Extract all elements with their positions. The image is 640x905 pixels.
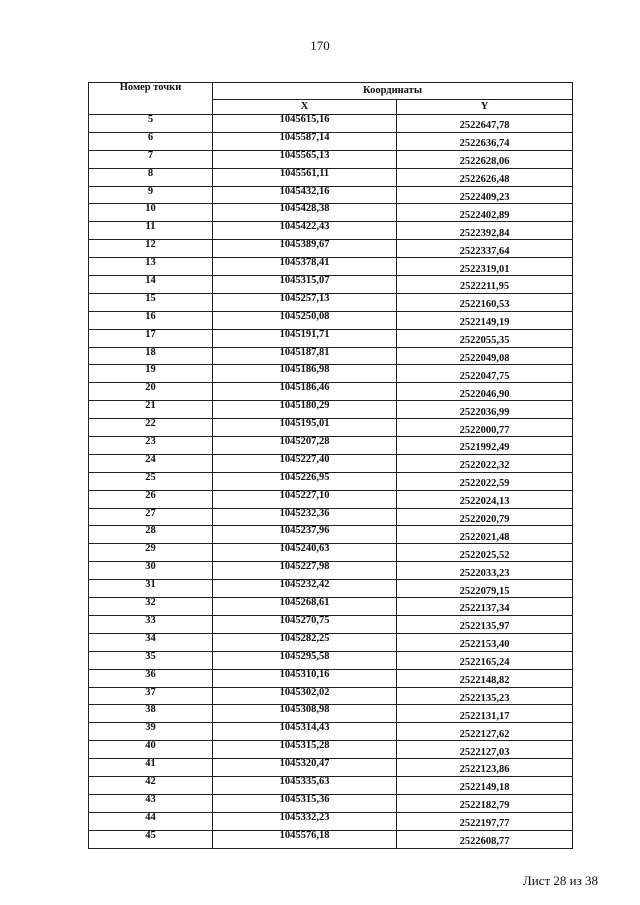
x-coordinate-cell: 1045195,01 (213, 419, 397, 437)
table-row (89, 633, 573, 651)
point-number-cell: 18 (89, 347, 213, 365)
x-coordinate-cell: 1045615,16 (213, 115, 397, 133)
table-row (89, 168, 573, 186)
table-row (89, 276, 573, 294)
table-row (89, 293, 573, 311)
x-coordinate-cell: 1045332,23 (213, 812, 397, 830)
x-coordinate-cell: 1045232,42 (213, 580, 397, 598)
y-coordinate-cell: 2522036,99 (397, 401, 573, 419)
y-coordinate-cell: 2522123,86 (397, 759, 573, 777)
point-number-cell: 29 (89, 544, 213, 562)
point-number-cell: 36 (89, 669, 213, 687)
x-coordinate-cell: 1045240,63 (213, 544, 397, 562)
x-coordinate-cell: 1045314,43 (213, 723, 397, 741)
point-number-cell: 21 (89, 401, 213, 419)
y-coordinate-cell: 2522021,48 (397, 526, 573, 544)
point-number-cell: 44 (89, 812, 213, 830)
table-row (89, 651, 573, 669)
x-coordinate-cell: 1045207,28 (213, 437, 397, 455)
y-coordinate-cell: 2522137,34 (397, 598, 573, 616)
table-row (89, 794, 573, 812)
table-row (89, 741, 573, 759)
table-header (89, 83, 573, 115)
y-coordinate-cell: 2522127,03 (397, 741, 573, 759)
y-coordinate-cell: 2522337,64 (397, 240, 573, 258)
x-coordinate-cell: 1045282,25 (213, 633, 397, 651)
table-row (89, 687, 573, 705)
table-row (89, 759, 573, 777)
header-point-number: Номер точки (89, 83, 213, 115)
table-row (89, 365, 573, 383)
table-row (89, 705, 573, 723)
x-coordinate-cell: 1045227,40 (213, 454, 397, 472)
point-number-cell: 30 (89, 562, 213, 580)
y-coordinate-cell: 2522025,52 (397, 544, 573, 562)
y-coordinate-cell: 2522165,24 (397, 651, 573, 669)
y-coordinate-cell: 2522636,74 (397, 132, 573, 150)
x-coordinate-cell: 1045308,98 (213, 705, 397, 723)
point-number-cell: 10 (89, 204, 213, 222)
point-number-cell: 35 (89, 651, 213, 669)
point-number-cell: 19 (89, 365, 213, 383)
y-coordinate-cell: 2522626,48 (397, 168, 573, 186)
x-coordinate-cell: 1045378,41 (213, 258, 397, 276)
x-coordinate-cell: 1045576,18 (213, 830, 397, 848)
y-coordinate-cell: 2522211,95 (397, 276, 573, 294)
table-row (89, 401, 573, 419)
point-number-cell: 42 (89, 776, 213, 794)
x-coordinate-cell: 1045320,47 (213, 759, 397, 777)
point-number-cell: 34 (89, 633, 213, 651)
point-number-cell: 12 (89, 240, 213, 258)
table-row (89, 454, 573, 472)
header-row-top (89, 83, 573, 100)
table-row (89, 437, 573, 455)
y-coordinate-cell: 2522049,08 (397, 347, 573, 365)
x-coordinate-cell: 1045180,29 (213, 401, 397, 419)
y-coordinate-cell: 2522392,84 (397, 222, 573, 240)
y-coordinate-cell: 2522319,01 (397, 258, 573, 276)
table-row (89, 598, 573, 616)
y-coordinate-cell: 2522608,77 (397, 830, 573, 848)
y-coordinate-cell: 2522149,19 (397, 311, 573, 329)
x-coordinate-cell: 1045561,11 (213, 168, 397, 186)
y-coordinate-cell: 2522135,23 (397, 687, 573, 705)
point-number-cell: 22 (89, 419, 213, 437)
x-coordinate-cell: 1045295,58 (213, 651, 397, 669)
point-number-cell: 11 (89, 222, 213, 240)
point-number-cell: 13 (89, 258, 213, 276)
table-row (89, 132, 573, 150)
y-coordinate-cell: 2522022,32 (397, 454, 573, 472)
point-number-cell: 5 (89, 115, 213, 133)
x-coordinate-cell: 1045227,10 (213, 490, 397, 508)
point-number-cell: 20 (89, 383, 213, 401)
y-coordinate-cell: 2522160,53 (397, 293, 573, 311)
point-number-cell: 17 (89, 329, 213, 347)
x-coordinate-cell: 1045191,71 (213, 329, 397, 347)
y-coordinate-cell: 2522197,77 (397, 812, 573, 830)
table-row (89, 472, 573, 490)
y-coordinate-cell: 2522647,78 (397, 115, 573, 133)
x-coordinate-cell: 1045315,36 (213, 794, 397, 812)
x-coordinate-cell: 1045232,36 (213, 508, 397, 526)
point-number-cell: 14 (89, 276, 213, 294)
y-coordinate-cell: 2522020,79 (397, 508, 573, 526)
point-number-cell: 8 (89, 168, 213, 186)
header-y: Y (397, 100, 573, 115)
table-row (89, 150, 573, 168)
x-coordinate-cell: 1045389,67 (213, 240, 397, 258)
table-row (89, 544, 573, 562)
x-coordinate-cell: 1045310,16 (213, 669, 397, 687)
x-coordinate-cell: 1045250,08 (213, 311, 397, 329)
y-coordinate-cell: 2522022,59 (397, 472, 573, 490)
table-row (89, 490, 573, 508)
table-row (89, 830, 573, 848)
point-number-cell: 27 (89, 508, 213, 526)
point-number-cell: 23 (89, 437, 213, 455)
x-coordinate-cell: 1045422,43 (213, 222, 397, 240)
point-number-cell: 28 (89, 526, 213, 544)
y-coordinate-cell: 2522033,23 (397, 562, 573, 580)
point-number-cell: 41 (89, 759, 213, 777)
x-coordinate-cell: 1045432,16 (213, 186, 397, 204)
x-coordinate-cell: 1045186,98 (213, 365, 397, 383)
table-row (89, 508, 573, 526)
point-number-cell: 9 (89, 186, 213, 204)
table-body (89, 115, 573, 849)
point-number-cell: 15 (89, 293, 213, 311)
table-row (89, 526, 573, 544)
table-row (89, 562, 573, 580)
y-coordinate-cell: 2521992,49 (397, 437, 573, 455)
table-row (89, 240, 573, 258)
y-coordinate-cell: 2522127,62 (397, 723, 573, 741)
point-number-cell: 31 (89, 580, 213, 598)
y-coordinate-cell: 2522079,15 (397, 580, 573, 598)
table-row (89, 258, 573, 276)
x-coordinate-cell: 1045315,28 (213, 741, 397, 759)
y-coordinate-cell: 2522000,77 (397, 419, 573, 437)
point-number-cell: 7 (89, 150, 213, 168)
y-coordinate-cell: 2522153,40 (397, 633, 573, 651)
point-number-cell: 26 (89, 490, 213, 508)
x-coordinate-cell: 1045257,13 (213, 293, 397, 311)
y-coordinate-cell: 2522024,13 (397, 490, 573, 508)
table-row (89, 669, 573, 687)
point-number-cell: 37 (89, 687, 213, 705)
point-number-cell: 45 (89, 830, 213, 848)
table-row (89, 812, 573, 830)
x-coordinate-cell: 1045565,13 (213, 150, 397, 168)
x-coordinate-cell: 1045237,96 (213, 526, 397, 544)
x-coordinate-cell: 1045227,98 (213, 562, 397, 580)
x-coordinate-cell: 1045335,63 (213, 776, 397, 794)
header-x: X (213, 100, 397, 115)
y-coordinate-cell: 2522046,90 (397, 383, 573, 401)
point-number-cell: 25 (89, 472, 213, 490)
table-row (89, 383, 573, 401)
point-number-cell: 33 (89, 615, 213, 633)
table-row (89, 580, 573, 598)
x-coordinate-cell: 1045187,81 (213, 347, 397, 365)
x-coordinate-cell: 1045587,14 (213, 132, 397, 150)
y-coordinate-cell: 2522131,17 (397, 705, 573, 723)
point-number-cell: 39 (89, 723, 213, 741)
table-row (89, 311, 573, 329)
table-row (89, 615, 573, 633)
x-coordinate-cell: 1045226,95 (213, 472, 397, 490)
y-coordinate-cell: 2522628,06 (397, 150, 573, 168)
sheet-footer: Лист 28 из 38 (522, 873, 598, 888)
table-row (89, 204, 573, 222)
point-number-cell: 40 (89, 741, 213, 759)
table-row (89, 776, 573, 794)
y-coordinate-cell: 2522135,97 (397, 615, 573, 633)
y-coordinate-cell: 2522402,89 (397, 204, 573, 222)
x-coordinate-cell: 1045270,75 (213, 615, 397, 633)
table-row (89, 329, 573, 347)
point-number-cell: 6 (89, 132, 213, 150)
coordinates-table (88, 82, 573, 849)
x-coordinate-cell: 1045315,07 (213, 276, 397, 294)
y-coordinate-cell: 2522149,18 (397, 776, 573, 794)
y-coordinate-cell: 2522182,79 (397, 794, 573, 812)
table-row (89, 115, 573, 133)
y-coordinate-cell: 2522148,82 (397, 669, 573, 687)
y-coordinate-cell: 2522047,75 (397, 365, 573, 383)
y-coordinate-cell: 2522055,35 (397, 329, 573, 347)
table-row (89, 186, 573, 204)
point-number-cell: 16 (89, 311, 213, 329)
x-coordinate-cell: 1045186,46 (213, 383, 397, 401)
table-row (89, 222, 573, 240)
table-row (89, 419, 573, 437)
table-row (89, 723, 573, 741)
point-number-cell: 32 (89, 598, 213, 616)
x-coordinate-cell: 1045268,61 (213, 598, 397, 616)
point-number-cell: 24 (89, 454, 213, 472)
x-coordinate-cell: 1045302,02 (213, 687, 397, 705)
header-coordinates: Координаты (213, 83, 573, 100)
y-coordinate-cell: 2522409,23 (397, 186, 573, 204)
point-number-cell: 43 (89, 794, 213, 812)
table-row (89, 347, 573, 365)
point-number-cell: 38 (89, 705, 213, 723)
x-coordinate-cell: 1045428,38 (213, 204, 397, 222)
page-number: 170 (310, 38, 330, 53)
